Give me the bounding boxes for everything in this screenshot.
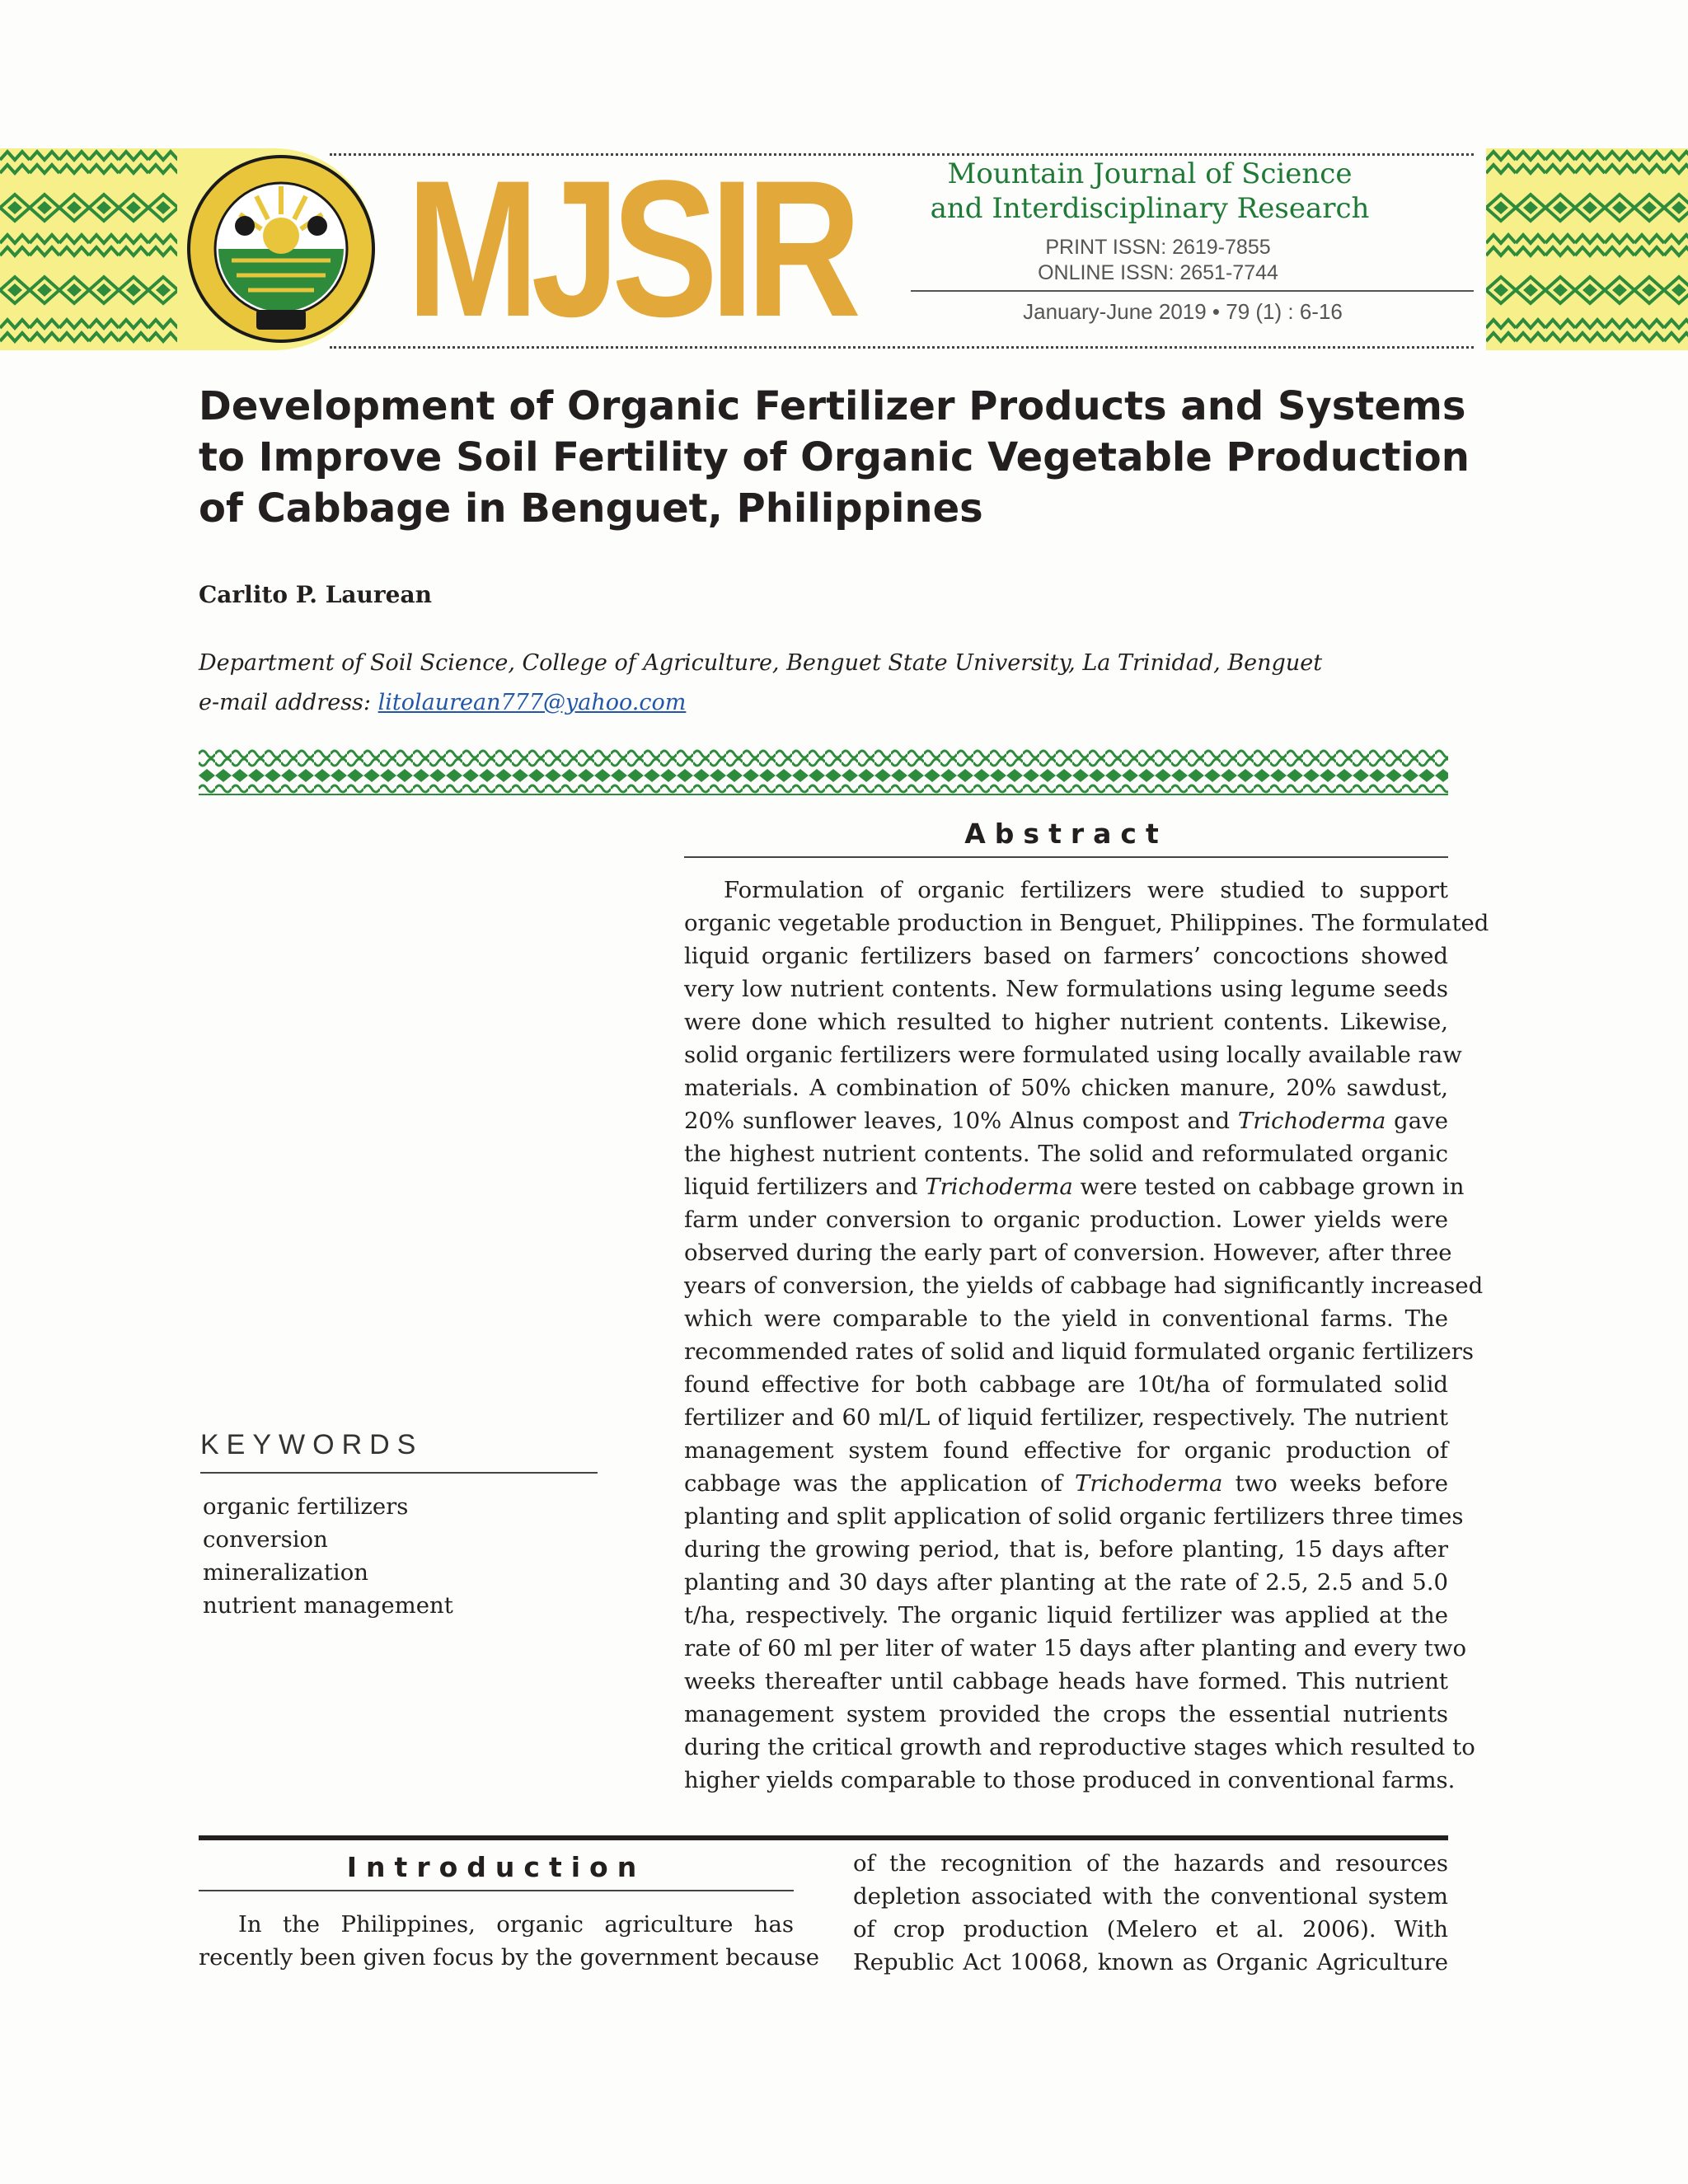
keyword-item: nutrient management: [203, 1592, 453, 1619]
abstract-line: the highest nutrient contents. The solid and reformulated organic: [684, 1141, 1448, 1167]
journal-name: [907, 157, 1393, 226]
issn-rule: [911, 290, 1474, 292]
introduction-column-right: [853, 1847, 1448, 1979]
title-line: to Improve Soil Fertility of Organic Vegetable Production: [199, 434, 1470, 480]
keyword-item: organic fertilizers: [203, 1493, 409, 1520]
keywords-rule: [200, 1472, 598, 1474]
abstract-line: years of conversion, the yields of cabbage had significantly increased: [684, 1272, 1484, 1299]
abstract-line: found effective for both cabbage are 10t/ha of formulated solid: [684, 1371, 1448, 1398]
article-title: [199, 381, 1484, 534]
tribal-pattern-left: [0, 148, 177, 350]
keywords-heading: KEYWORDS: [200, 1429, 424, 1460]
online-issn: ONLINE ISSN: 2651-7744: [1038, 261, 1278, 284]
section-rule: [199, 1835, 1448, 1840]
abstract-line: cabbage was the application of Trichoderma two weeks before: [684, 1470, 1448, 1497]
intro-line: In the Philippines, organic agriculture has: [238, 1911, 794, 1938]
ornamental-divider: [199, 746, 1448, 797]
journal-header: [0, 140, 1688, 358]
journal-name-line2: and Interdisciplinary Research: [930, 192, 1370, 225]
abstract-line: organic vegetable production in Benguet, Philippines. The formulated: [684, 910, 1489, 936]
dotted-rule-top: [330, 153, 1474, 156]
abstract-line: management system provided the crops the essential nutrients: [684, 1701, 1448, 1727]
abstract-line: fertilizer and 60 ml/L of liquid fertilizer, respectively. The nutrient: [684, 1404, 1448, 1431]
intro-line: of crop production (Melero et al. 2006). With: [853, 1916, 1448, 1943]
abstract-line: were done which resulted to higher nutrient contents. Likewise,: [684, 1009, 1448, 1035]
abstract-line: higher yields comparable to those produced in conventional farms.: [684, 1767, 1456, 1793]
abstract-line: 20% sunflower leaves, 10% Alnus compost and Trichoderma gave: [684, 1108, 1448, 1134]
abstract-line: management system found effective for organic production of: [684, 1437, 1448, 1464]
title-line: of Cabbage in Benguet, Philippines: [199, 485, 983, 532]
abstract-body: [684, 874, 1489, 1797]
abstract-line: very low nutrient contents. New formulations using legume seeds: [684, 976, 1448, 1002]
abstract-heading: Abstract: [964, 818, 1168, 850]
abstract-line: during the critical growth and reproductive stages which resulted to: [684, 1734, 1475, 1760]
abstract-line: planting and 30 days after planting at the rate of 2.5, 2.5 and 5.0: [684, 1569, 1448, 1596]
abstract-line: planting and split application of solid organic fertilizers three times: [684, 1503, 1464, 1530]
introduction-rule: [199, 1890, 794, 1891]
abstract-line: materials. A combination of 50% chicken manure, 20% sawdust,: [684, 1075, 1448, 1101]
affiliation: Department of Soil Science, College of Agriculture, Benguet State University, La Trinidad, Benguet: [199, 650, 1323, 676]
abstract-line: weeks thereafter until cabbage heads have formed. This nutrient: [684, 1668, 1448, 1694]
author-name: Carlito P. Laurean: [199, 581, 432, 608]
abstract-line: rate of 60 ml per liter of water 15 days after planting and every two: [684, 1635, 1467, 1661]
intro-line: of the recognition of the hazards and resources: [853, 1850, 1448, 1877]
abstract-line: liquid fertilizers and Trichoderma were tested on cabbage grown in: [684, 1174, 1465, 1200]
abstract-rule: [684, 856, 1448, 858]
email-label: e-mail address:: [199, 690, 378, 715]
university-seal: [185, 153, 377, 344]
keyword-item: mineralization: [203, 1559, 368, 1586]
title-line: Development of Organic Fertilizer Products and Systems: [199, 383, 1466, 429]
abstract-line: liquid organic fertilizers based on farmers’ concoctions showed: [684, 943, 1448, 969]
abstract-line: observed during the early part of conversion. However, after three: [684, 1240, 1452, 1266]
keywords-list: [203, 1490, 453, 1622]
abstract-line: which were comparable to the yield in conventional farms. The: [684, 1305, 1448, 1332]
abstract-line: during the growing period, that is, before planting, 15 days after: [684, 1536, 1448, 1563]
email-link[interactable]: litolaurean777@yahoo.com: [377, 690, 687, 715]
introduction-column-left: [199, 1908, 820, 1974]
email-line: [199, 687, 686, 719]
abstract-line: solid organic fertilizers were formulated using locally available raw: [684, 1042, 1462, 1068]
abstract-line: Formulation of organic fertilizers were studied to support: [724, 877, 1448, 903]
journal-wordmark: MJSIR: [406, 140, 854, 358]
intro-line: Republic Act 10068, known as Organic Agriculture: [853, 1949, 1448, 1975]
keyword-item: conversion: [203, 1526, 328, 1553]
print-issn: PRINT ISSN: 2619-7855: [1045, 236, 1271, 259]
abstract-line: t/ha, respectively. The organic liquid fertilizer was applied at the: [684, 1602, 1448, 1629]
journal-name-line1: Mountain Journal of Science: [947, 157, 1353, 190]
introduction-heading: Introduction: [346, 1851, 646, 1883]
abstract-line: recommended rates of solid and liquid formulated organic fertilizers: [684, 1338, 1474, 1365]
abstract-line: farm under conversion to organic production. Lower yields were: [684, 1207, 1448, 1233]
dotted-rule-bottom: [330, 346, 1474, 349]
tribal-pattern-right: [1486, 148, 1688, 350]
intro-line: depletion associated with the conventional system: [853, 1883, 1448, 1910]
intro-line: recently been given focus by the government because: [199, 1944, 820, 1971]
issue-info: January-June 2019 • 79 (1) : 6-16: [1023, 299, 1343, 324]
issn-block: [973, 235, 1343, 286]
